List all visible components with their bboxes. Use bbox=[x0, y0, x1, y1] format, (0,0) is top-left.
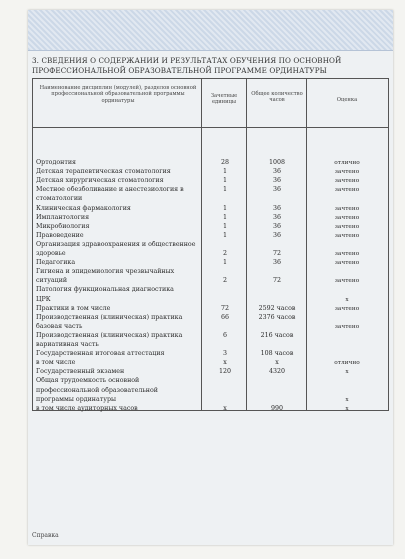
cell-hours: 36 bbox=[272, 177, 281, 185]
cell-hours: 2592 часов bbox=[258, 304, 296, 312]
cell-name: в том числе bbox=[36, 359, 76, 367]
table-row bbox=[33, 205, 388, 214]
cell-name: программы ординатуры bbox=[36, 395, 116, 403]
cell-credits: х bbox=[223, 359, 227, 367]
cell-hours: 216 часов bbox=[260, 331, 294, 339]
security-pattern-band bbox=[28, 10, 393, 50]
cell-credits: 72 bbox=[220, 304, 229, 312]
cell-hours: 72 bbox=[272, 277, 281, 285]
cell-name: Государственная итоговая аттестация bbox=[36, 350, 165, 358]
cell-name: Микробиология bbox=[36, 222, 90, 230]
table-row bbox=[33, 405, 388, 414]
cell-grade: отлично bbox=[334, 160, 360, 166]
table-header bbox=[33, 79, 388, 128]
cell-credits: 1 bbox=[222, 259, 227, 267]
cell-hours: 36 bbox=[272, 231, 281, 239]
cell-hours: 108 часов bbox=[260, 350, 294, 358]
cell-credits: 28 bbox=[220, 159, 229, 166]
cell-hours: 72 bbox=[272, 250, 281, 257]
cell-name: профессиональной образовательной bbox=[36, 386, 158, 394]
cell-hours: 1008 bbox=[268, 159, 286, 166]
cell-grade: зачтено bbox=[334, 178, 360, 185]
cell-credits: 1 bbox=[222, 231, 227, 239]
section-heading: 3. СВЕДЕНИЯ О СОДЕРЖАНИИ И РЕЗУЛЬТАТАХ ОБУЧЕНИЯ ПО ОСНОВНОЙ ПРОФЕССИОНАЛЬНОЙ ОБРАЗОВАТЕЛЬНОЙ ПРОГРАММЕ ОРДИНАТУРЫ bbox=[32, 56, 342, 75]
cell-name: Имплантология bbox=[36, 213, 90, 221]
cell-grade: зачтено bbox=[334, 223, 360, 230]
band-divider bbox=[28, 50, 393, 51]
cell-name: Организация здравоохранения и общественное bbox=[36, 240, 196, 248]
table-row bbox=[33, 323, 388, 332]
cell-hours: 36 bbox=[272, 204, 281, 212]
cell-name: Производственная (клиническая) практика bbox=[36, 331, 183, 339]
table-row bbox=[33, 296, 388, 305]
cell-hours: 4320 bbox=[268, 368, 286, 376]
table-row bbox=[33, 159, 388, 168]
cell-hours: 2376 часов bbox=[258, 313, 296, 321]
cell-name: Детская терапевтическая стоматология bbox=[36, 168, 171, 176]
header-grade: Оценка bbox=[336, 97, 358, 103]
cell-grade: отлично bbox=[334, 360, 360, 367]
header-hours: Общее количество часов bbox=[251, 91, 303, 104]
cell-grade: зачтено bbox=[334, 305, 360, 312]
cell-grade: зачтено bbox=[334, 187, 360, 194]
cell-grade: зачтено bbox=[334, 323, 360, 330]
table-row bbox=[33, 177, 388, 186]
table-row bbox=[33, 387, 388, 396]
cell-grade: зачтено bbox=[334, 205, 360, 212]
cell-name: Производственная (клиническая) практика bbox=[36, 313, 183, 321]
table-row bbox=[33, 259, 388, 268]
cell-credits: 1 bbox=[222, 222, 227, 230]
table-row bbox=[33, 377, 388, 386]
cell-credits: 2 bbox=[222, 250, 227, 257]
cell-name: Детская хирургическая стоматология bbox=[36, 177, 164, 185]
cell-name: Клиническая фармакология bbox=[36, 204, 131, 212]
table-row bbox=[33, 241, 388, 250]
cell-credits: 1 bbox=[222, 177, 227, 185]
cell-name: вариативная часть bbox=[36, 341, 99, 348]
cell-credits: 120 bbox=[218, 368, 232, 376]
table-row bbox=[33, 214, 388, 223]
table-row bbox=[33, 359, 388, 368]
table-row bbox=[33, 396, 388, 405]
cell-name: Ортодонтия bbox=[36, 159, 76, 166]
cell-name: Местное обезболивание и анестезиология в bbox=[36, 186, 184, 194]
table-row bbox=[33, 232, 388, 241]
cell-grade: х bbox=[345, 396, 349, 403]
cell-name: здоровье bbox=[36, 250, 66, 257]
cell-hours: 36 bbox=[272, 186, 281, 194]
cell-grade: х bbox=[345, 405, 349, 412]
cell-hours: 36 bbox=[272, 222, 281, 230]
cell-name: Гигиена и эпидемиология чрезвычайных bbox=[36, 268, 175, 276]
footer-note: Справка bbox=[32, 532, 59, 539]
table-row bbox=[33, 368, 388, 377]
table-row bbox=[33, 186, 388, 195]
header-credits: Зачетные единицы bbox=[210, 93, 238, 106]
cell-name: ситуаций bbox=[36, 277, 68, 285]
cell-hours: х bbox=[275, 359, 279, 367]
cell-grade: зачтено bbox=[334, 260, 360, 267]
cell-grade: зачтено bbox=[334, 278, 360, 285]
cell-credits: 66 bbox=[220, 313, 229, 321]
cell-name: Государственный экзамен bbox=[36, 368, 125, 376]
cell-name: стоматологии bbox=[36, 195, 83, 203]
cell-name: в том числе аудиторных часов bbox=[36, 404, 138, 412]
table-row bbox=[33, 305, 388, 314]
table-row bbox=[33, 332, 388, 341]
table-row bbox=[33, 286, 388, 295]
cell-credits: 2 bbox=[222, 277, 227, 285]
table-row bbox=[33, 223, 388, 232]
cell-credits: 3 bbox=[222, 350, 227, 358]
results-table bbox=[32, 78, 389, 411]
cell-grade: зачтено bbox=[334, 169, 360, 176]
table-row bbox=[33, 350, 388, 359]
cell-credits: 1 bbox=[222, 186, 227, 194]
cell-credits: 1 bbox=[222, 213, 227, 221]
cell-credits: 1 bbox=[222, 204, 227, 212]
cell-credits: 6 bbox=[222, 331, 227, 339]
table-row bbox=[33, 341, 388, 350]
cell-grade: зачтено bbox=[334, 214, 360, 221]
cell-name: ЦРК bbox=[36, 295, 51, 303]
table-row bbox=[33, 268, 388, 277]
cell-name: Правоведение bbox=[36, 231, 84, 239]
cell-name: Патология функциональная диагностика bbox=[36, 286, 174, 294]
cell-credits: х bbox=[223, 404, 227, 412]
table-row bbox=[33, 277, 388, 286]
cell-grade: х bbox=[345, 369, 349, 376]
table-row bbox=[33, 314, 388, 323]
cell-name: Общая трудоемкость основной bbox=[36, 377, 140, 385]
table-row bbox=[33, 195, 388, 204]
cell-name: Практики в том числе bbox=[36, 304, 111, 312]
cell-grade: зачтено bbox=[334, 232, 360, 239]
cell-grade: х bbox=[345, 296, 349, 303]
table-row bbox=[33, 250, 388, 259]
document-sheet bbox=[28, 10, 393, 545]
cell-name: Педагогика bbox=[36, 259, 76, 267]
cell-hours: 36 bbox=[272, 213, 281, 221]
cell-grade: зачтено bbox=[334, 251, 360, 257]
cell-hours: 36 bbox=[272, 168, 281, 176]
cell-name: базовая часть bbox=[36, 322, 83, 330]
cell-hours: 990 bbox=[270, 404, 284, 412]
header-name: Наименование дисциплин (модулей), разделов основной профессиональной образовательной программы ординатуры bbox=[39, 85, 197, 104]
cell-hours: 36 bbox=[272, 259, 281, 267]
cell-credits: 1 bbox=[222, 168, 227, 176]
table-row bbox=[33, 168, 388, 177]
